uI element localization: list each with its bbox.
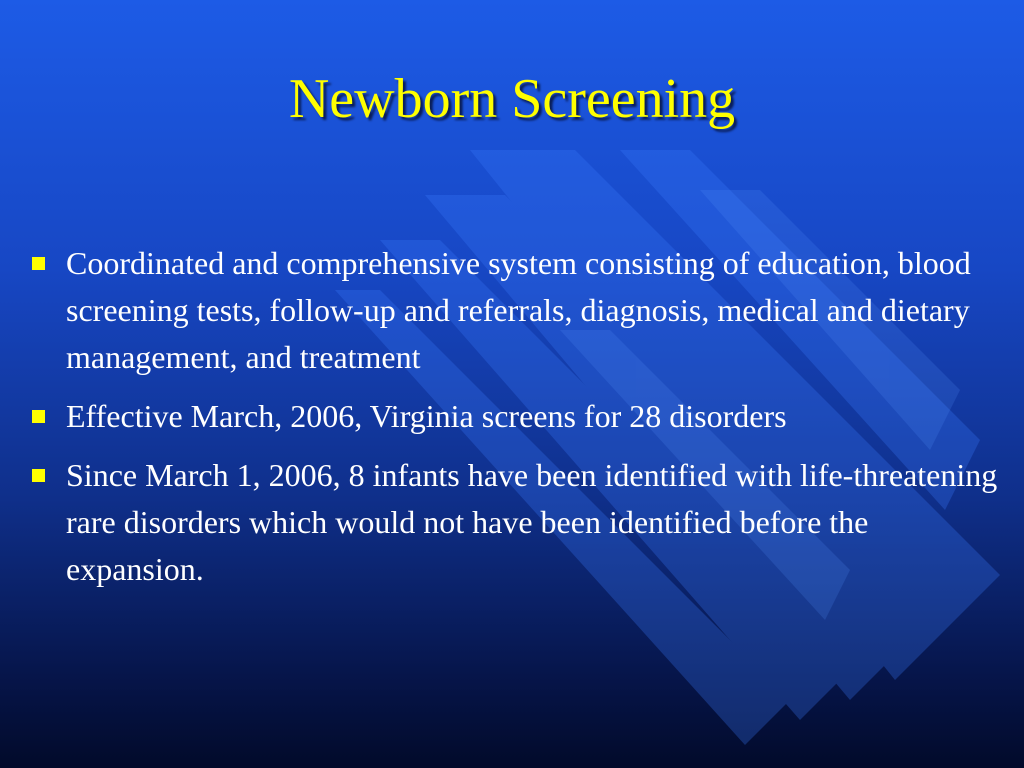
- slide-title: Newborn Screening: [288, 68, 736, 130]
- bullet-item: [30, 452, 1000, 593]
- square-bullet-icon: [32, 469, 45, 482]
- square-bullet-icon: [32, 410, 45, 423]
- bullet-text: Effective March, 2006, Virginia screens for 28 disorders: [66, 398, 787, 434]
- square-bullet-icon: [32, 257, 45, 270]
- bullet-text: Coordinated and comprehensive system consisting of education, blood screening tests, follow-up and referrals, diagnosis, medical and dietary management, and treatment: [66, 245, 971, 375]
- bullet-item: [30, 393, 1000, 440]
- bullet-text: Since March 1, 2006, 8 infants have been identified with life-threatening rare disorders which would not have been identified before the expansion.: [66, 457, 998, 587]
- bullet-item: [30, 240, 1000, 381]
- bullet-list: [30, 240, 1000, 605]
